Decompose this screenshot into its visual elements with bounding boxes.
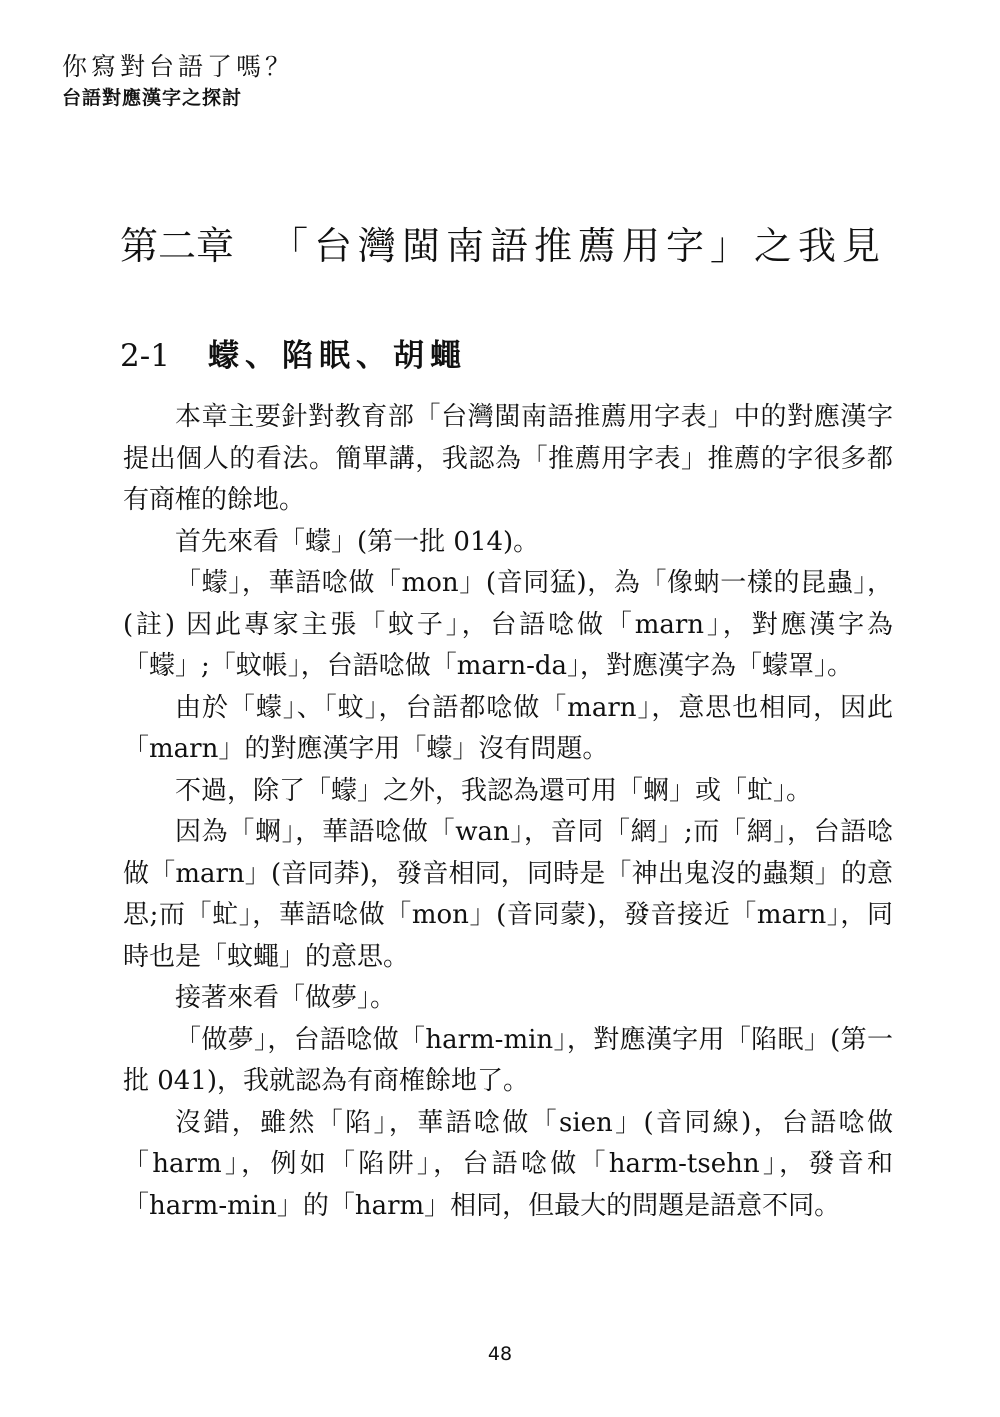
paragraph: 沒錯，雖然「陷」，華語唸做「sien」(音同線)，台語唸做「harm」，例如「陷阱」，台語唸做「harm-tsehn」，發音和「harm-min」的「harm」相同，但最大的問題是語意不同。	[123, 1107, 893, 1221]
section-title: 蠓、陷眠、胡蠅	[208, 338, 467, 374]
paragraph: 首先來看「蠓」(第一批 014)。	[175, 526, 540, 557]
paragraph: 因為「蛧」，華語唸做「wan」，音同「網」;而「網」，台語唸做「marn」(音同莽)，發音相同，同時是「神出鬼沒的蟲類」的意思;而「虻」，華語唸做「mon」(音同蒙)，發音接近「marn」，同時也是「蚊蠅」的意思。	[123, 817, 893, 972]
section-heading	[120, 333, 467, 379]
paragraph: 「做夢」，台語唸做「harm-min」，對應漢字用「陷眠」(第一批 041)，我就認為有商榷餘地了。	[123, 1024, 893, 1096]
section-number: 2-1	[120, 338, 170, 374]
chapter-heading	[120, 220, 886, 272]
paragraph: 「蠓」，華語唸做「mon」(音同猛)，為「像蚋一樣的昆蟲」，(註) 因此專家主張「蚊子」，台語唸做「marn」，對應漢字為「蠓」;「蚊帳」，台語唸做「marn-da」，對應漢字為「蠓罩」。	[123, 568, 893, 681]
page-number: 48	[487, 1343, 513, 1365]
book-subtitle: 台語對應漢字之探討	[62, 87, 243, 109]
paragraph: 不過，除了「蠓」之外，我認為還可用「蛧」或「虻」。	[175, 775, 813, 806]
running-header	[62, 50, 294, 112]
paragraph: 本章主要針對教育部「台灣閩南語推薦用字表」中的對應漢字提出個人的看法。簡單講，我認為「推薦用字表」推薦的字很多都有商榷的餘地。	[123, 402, 893, 515]
paragraph: 由於「蠓」、「蚊」，台語都唸做「marn」，意思也相同，因此「marn」的對應漢字用「蠓」沒有問題。	[123, 692, 893, 764]
book-title: 你寫對台語了嗎？	[62, 52, 295, 81]
chapter-title: 「台灣閩南語推薦用字」之我見	[270, 224, 887, 268]
paragraph: 接著來看「做夢」。	[175, 983, 397, 1013]
chapter-number: 第二章	[120, 224, 235, 268]
body-text	[123, 397, 893, 1227]
